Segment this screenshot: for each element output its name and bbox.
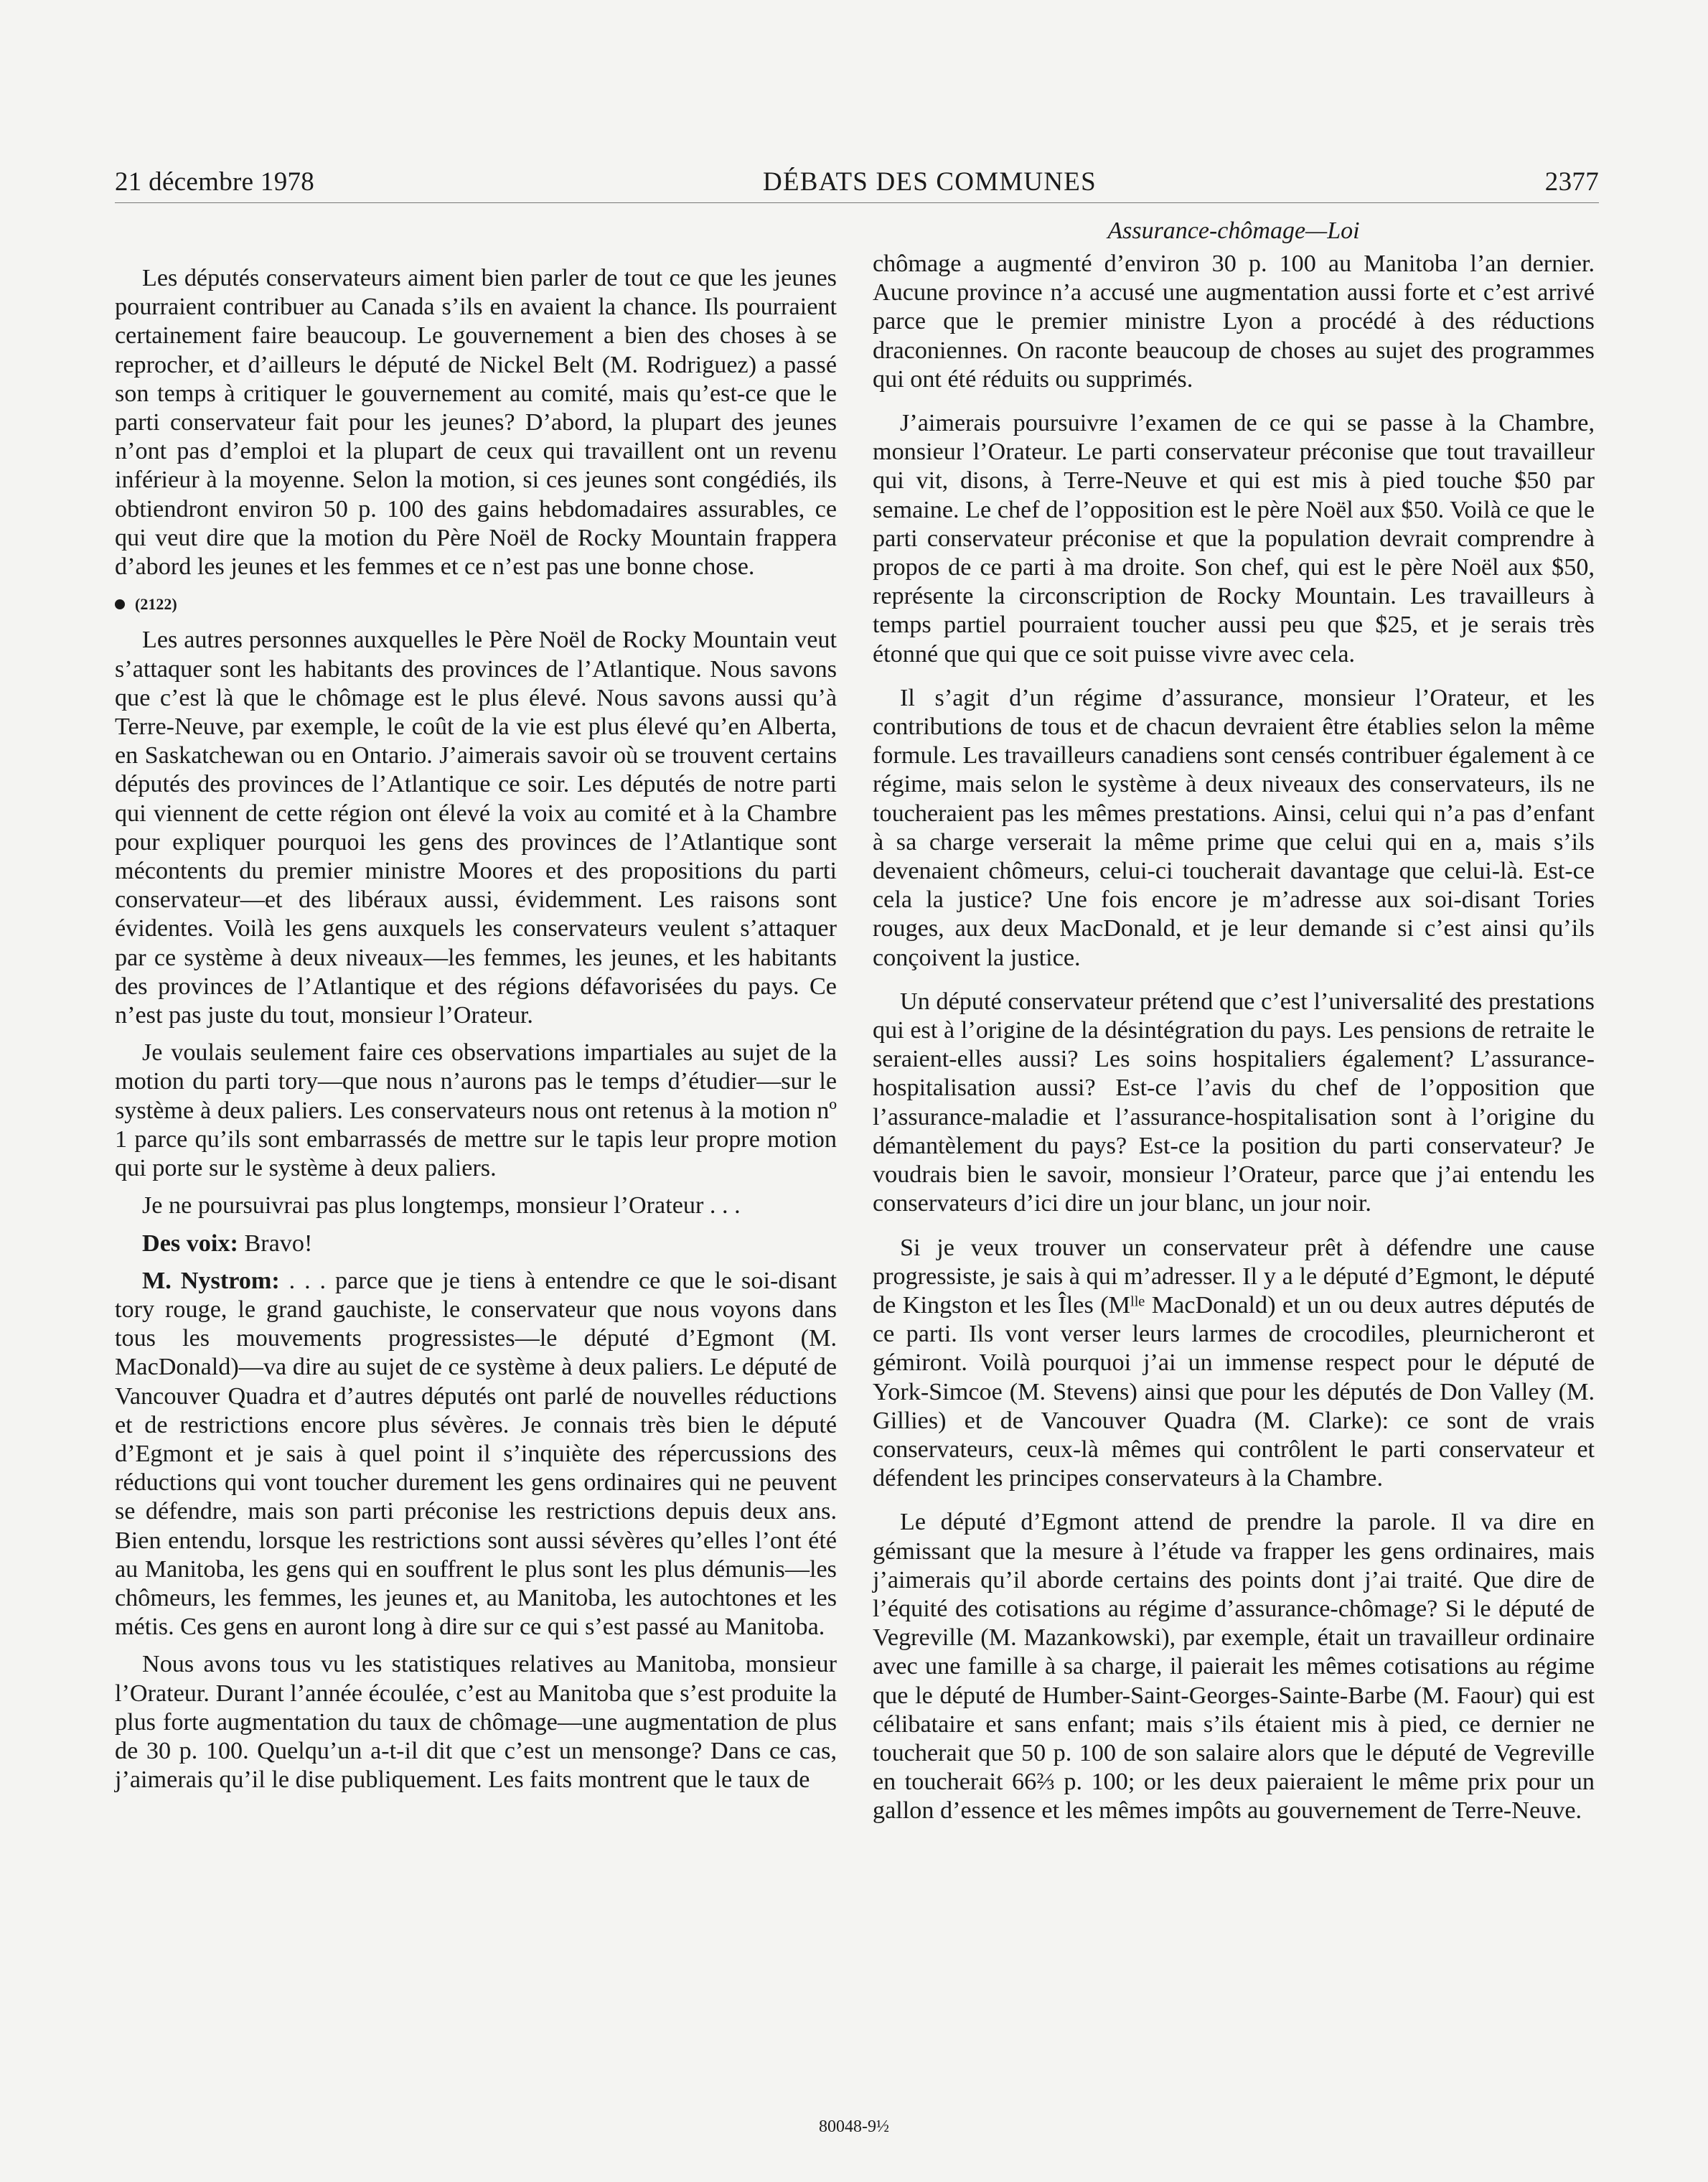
header-date: 21 décembre 1978	[115, 167, 315, 197]
interjection	[115, 1230, 837, 1258]
speech-text: Bravo!	[244, 1230, 313, 1257]
paragraph: J’aimerais poursuivre l’examen de ce qui se passe à la Chambre, monsieur l’Orateur. Le parti conservateur préconise que tout travailleur qui vit, disons, à Terre-Neuve et qui est mis à pied touche $50 par semaine. Le chef de l’opposition est le père Noël aux $50. Voilà ce que le parti conservateur préconise et que la population devrait comprendre à propos de ce parti à ma droite. Son chef, qui est le père Noël aux $50, représente la circonscription de Rocky Mountain. Les travailleurs à temps partiel pourraient toucher aussi peu que $25, et je serais très étonné que qui que ce soit puisse vivre avec cela.	[873, 410, 1595, 668]
speaker-name: M. Nystrom:	[142, 1267, 280, 1294]
speaker-name: Des voix:	[142, 1230, 238, 1257]
page-number: 2377	[1544, 167, 1599, 197]
paragraph: Je ne poursuivrai pas plus longtemps, monsieur l’Orateur . . .	[142, 1192, 741, 1219]
time-marker-label: (2122)	[135, 595, 177, 614]
paragraph: chômage a augmenté d’environ 30 p. 100 au Manitoba l’an dernier. Aucune province n’a accusé une augmentation aussi forte et c’est arrivé parce que le premier ministre Lyon a procédé à des réductions draconiennes. On raconte beaucoup de choses au sujet des programmes qui ont été réduits ou supprimés.	[873, 250, 1595, 393]
paragraph: Un député conservateur prétend que c’est l’universalité des prestations qui est à l’origine de la désintégration du pays. Les pensions de retraite le seraient-elles aussi? Les soins hospitaliers également? L’assurance-hospitalisation aussi? Est-ce l’avis du chef de l’opposition que l’assurance-maladie et l’assurance-hospitalisation sont à l’origine du démantèlement du pays? Est-ce la position du parti conservateur? Je voudrais bien le savoir, monsieur l’Orateur, parce que j’ai entendu les conservateurs d’ici dire un jour blanc, un jour noir.	[873, 988, 1595, 1217]
paragraph: Le député d’Egmont attend de prendre la parole. Il va dire en gémissant que la mesure à l’étude va frapper les gens ordinaires, mais j’aimerais qu’il aborde certains des points dont j’ai traité. Que dire de l’équité des cotisations au régime d’assurance-chômage? Si le député de Vegreville (M. Mazankowski), par exemple, était un travailleur ordinaire avec une famille à sa charge, il paierait les mêmes cotisations au régime que le député de Humber-Saint-Georges-Sainte-Barbe (M. Faour) qui est célibataire et sans enfant; mais s’ils étaient mis à pied, ce dernier ne toucherait que 50 p. 100 de son salaire alors que le député de Vegreville en toucherait 66⅔ p. 100; or les deux paieraient le même prix pour un gallon d’essence et les mêmes impôts au gouvernement de Terre-Neuve.	[873, 1509, 1595, 1825]
paragraph: Si je veux trouver un conservateur prêt à défendre une cause progressiste, je sais à qui m’adresser. Il y a le député d’Egmont, le député de Kingston et les Îles (Mˡˡᵉ MacDonald) et un ou deux autres députés de ce parti. Ils vont verser leurs larmes de crocodiles, pleurnicheront et gémiront. Voilà pourquoi j’ai un immense respect pour le député de York-Simcoe (M. Stevens) ainsi que pour les députés de Don Valley (M. Gillies) et de Vancouver Quadra (M. Clarke): ce sont de vrais conservateurs, ceux-là mêmes qui contrôlent le parti conservateur et défendent les principes conservateurs à la Chambre.	[873, 1234, 1595, 1492]
paragraph: Les députés conservateurs aiment bien parler de tout ce que les jeunes pourraient contribuer au Canada s’ils en avaient la chance. Ils pourraient certainement faire beaucoup. Le gouvernement a bien des choses à se reprocher, et d’ailleurs le député de Nickel Belt (M. Rodriguez) a passé son temps à critiquer le gouvernement au comité, mais qu’est-ce que le parti conservateur fait pour les jeunes? D’abord, la plupart des jeunes n’ont pas d’emploi et la plupart de ceux qui travaillent ont un revenu inférieur à la moyenne. Selon la motion, si ces jeunes sont congédiés, ils obtiendront environ 50 p. 100 des gains hebdomadaires assurables, ce qui veut dire que la motion du Père Noël de Rocky Mountain frappera d’abord les jeunes et les femmes et ce n’est pas une bonne chose.	[115, 265, 837, 581]
paragraph: Il s’agit d’un régime d’assurance, monsieur l’Orateur, et les contributions de tous et de chacun devraient être établies selon la même formule. Les travailleurs canadiens sont censés contribuer également à ce régime, mais selon le système à deux niveaux des conservateurs, ils ne toucheraient pas les mêmes prestations. Ainsi, celui qui n’a pas d’enfant à sa charge verserait la même prime que celui qui en a, mais s’ils devenaient chômeurs, celui-ci toucherait davantage que celui-là. Est-ce cela la justice? Une fois encore je m’adresse aux soi-disant Tories rouges, aux deux MacDonald, et je leur demande si c’est ainsi qu’ils conçoivent la justice.	[873, 684, 1595, 971]
header-rule	[115, 202, 1599, 203]
speech-text: . . . parce que je tiens à entendre ce que le soi-disant tory rouge, le grand gauchiste, le conservateur que nous voyons dans tous les mouvements progressistes—le député d’Egmont (M. MacDonald)—va dire au sujet de ce système à deux paliers. Le député de Vancouver Quadra et d’autres députés ont parlé de nouvelles réductions et de restrictions encore plus sévères. Je connais très bien le député d’Egmont et je sais à quel point il s’inquiète des répercussions des réductions qui vont toucher durement les gens ordinaires qui ne peuvent se défendre, mais son parti préconise les restrictions depuis deux ans. Bien entendu, lorsque les restrictions sont aussi sévères qu’elles l’ont été au Manitoba, les gens qui en souffrent le plus sont les plus démunis—les chômeurs, les femmes, les jeunes et, au Manitoba, les autochtones et les métis. Ces gens en auront long à dire sur ce qui s’est passé au Manitoba.	[115, 1267, 837, 1641]
paragraph: Nous avons tous vu les statistiques relatives au Manitoba, monsieur l’Orateur. Durant l’année écoulée, c’est au Manitoba que s’est produite la plus forte augmentation du taux de chômage—une augmentation de plus de 30 p. 100. Quelqu’un a-t-il dit que c’est un mensonge? Dans ce cas, j’aimerais qu’il le dise publiquement. Les faits montrent que le taux de	[115, 1651, 837, 1794]
left-column	[115, 264, 837, 1803]
paragraph: Les autres personnes auxquelles le Père Noël de Rocky Mountain veut s’attaquer sont les habitants des provinces de l’Atlantique. Nous savons que c’est là que le chômage est le plus élevé. Nous savons aussi qu’à Terre-Neuve, par exemple, le coût de la vie est plus élevé qu’en Alberta, en Saskatchewan ou en Ontario. J’aimerais savoir où se trouvent certains députés des provinces de l’Atlantique ce soir. Les députés de notre parti qui viennent de cette région ont élevé la voix au comité et à la Chambre pour expliquer pourquoi les gens des provinces de l’Atlantique sont mécontents du premier ministre Moores et des propositions du parti conservateur—et des libéraux aussi, évidemment. Les raisons sont évidentes. Voilà les gens auxquels les conservateurs veulent s’attaquer par ce système à deux niveaux—les femmes, les jeunes, et les habitants des provinces de l’Atlantique et des régions défavorisées du pays. Ce n’est pas juste du tout, monsieur l’Orateur.	[115, 627, 837, 1029]
header-title: DÉBATS DES COMMUNES	[763, 167, 1097, 197]
page-header	[115, 167, 1599, 201]
running-head: Assurance-chômage—Loi	[1107, 217, 1360, 244]
time-marker	[115, 590, 837, 619]
speech	[115, 1267, 837, 1642]
right-column	[873, 217, 1595, 1841]
bullet-icon	[115, 599, 125, 609]
paragraph: Je voulais seulement faire ces observations impartiales au sujet de la motion du parti tory—que nous n’aurons pas le temps d’étudier—sur le système à deux paliers. Les conservateurs nous ont retenus à la motion nº 1 parce qu’ils sont embarrassés de mettre sur le tapis leur propre motion qui porte sur le système à deux paliers.	[115, 1039, 837, 1182]
footer-code: 80048-9½	[819, 2117, 889, 2136]
